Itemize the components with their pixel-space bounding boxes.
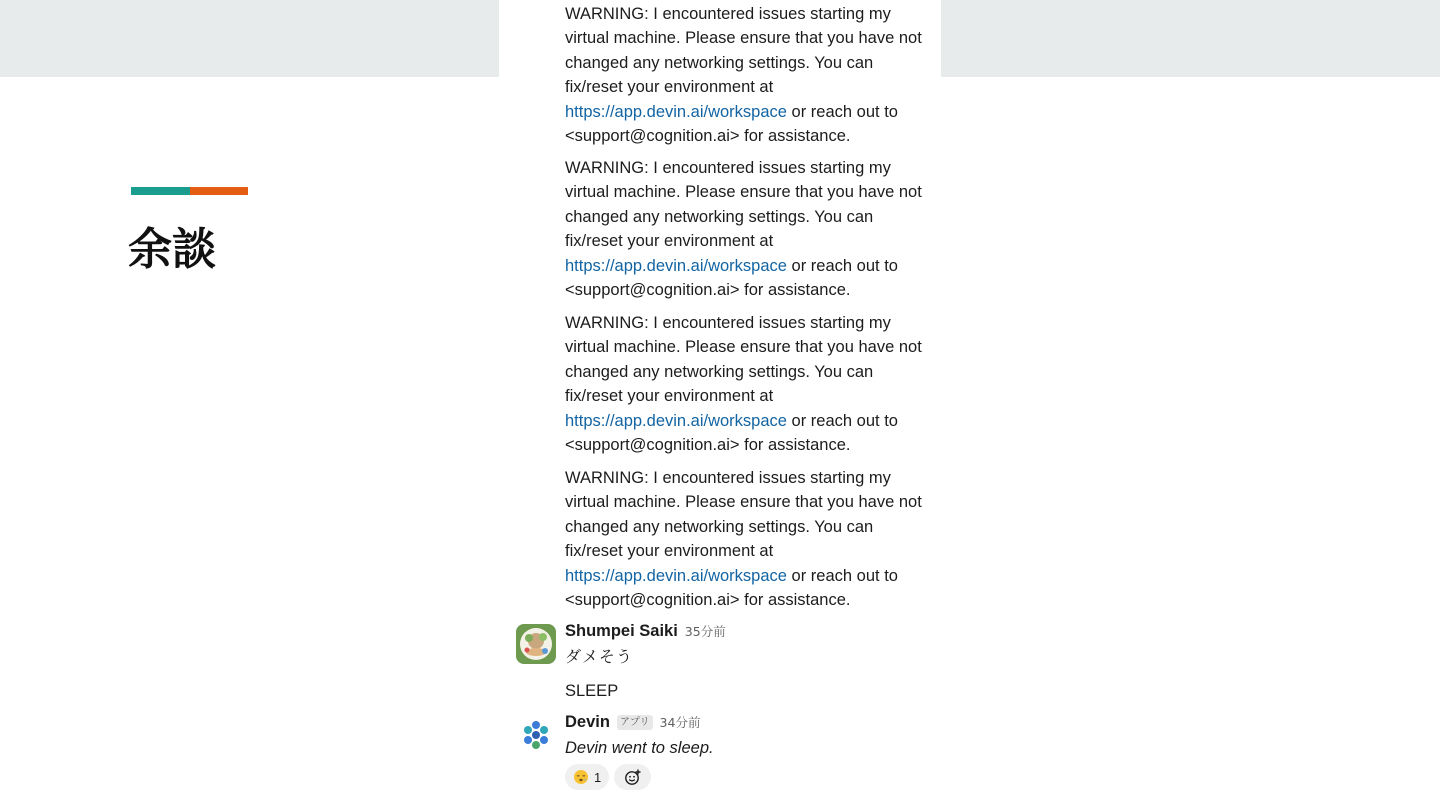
- slack-screenshot: [499, 0, 941, 810]
- warning-message: WARNING: I encountered issues starting my virtual machine. Please ensure that you have not changed any networking settings. You can fix/reset your environment at https://app.devin.ai/workspace or reach out to <support@cognition.ai> for assistance.: [565, 314, 922, 455]
- reaction-sleepy[interactable]: [565, 764, 609, 790]
- add-reaction-icon: [624, 768, 642, 786]
- add-reaction-button[interactable]: [614, 764, 651, 790]
- sleepy-face-icon: [573, 769, 589, 785]
- message-timestamp[interactable]: 34分前: [659, 715, 701, 730]
- message-timestamp[interactable]: 35分前: [684, 624, 726, 639]
- user-avatar[interactable]: [516, 624, 556, 664]
- sender-name[interactable]: Devin: [565, 713, 610, 731]
- user-avatar-image: [516, 624, 556, 664]
- message-text: Devin went to sleep.: [565, 739, 714, 757]
- workspace-link[interactable]: https://app.devin.ai/workspace: [565, 411, 787, 430]
- workspace-link[interactable]: https://app.devin.ai/workspace: [565, 102, 787, 121]
- warning-message: WARNING: I encountered issues starting my virtual machine. Please ensure that you have not changed any networking settings. You can fix/reset your environment at https://app.devin.ai/workspace or reach out to <support@cognition.ai> for assistance.: [565, 5, 922, 146]
- title-accent-bar: [131, 187, 248, 195]
- workspace-link[interactable]: https://app.devin.ai/workspace: [565, 256, 787, 275]
- devin-avatar[interactable]: [516, 715, 556, 755]
- warning-message: WARNING: I encountered issues starting my virtual machine. Please ensure that you have not changed any networking settings. You can fix/reset your environment at https://app.devin.ai/workspace or reach out to <support@cognition.ai> for assistance.: [565, 159, 922, 300]
- warning-message: WARNING: I encountered issues starting my virtual machine. Please ensure that you have not changed any networking settings. You can fix/reset your environment at https://app.devin.ai/workspace or reach out to <support@cognition.ai> for assistance.: [565, 469, 922, 610]
- sender-name[interactable]: Shumpei Saiki: [565, 622, 678, 640]
- devin-logo-icon: [516, 715, 556, 755]
- bot-message-header: [565, 713, 700, 732]
- message-text: SLEEP: [565, 682, 619, 700]
- slide-title: 余談: [128, 224, 216, 275]
- user-message-header: [565, 622, 726, 641]
- workspace-link[interactable]: https://app.devin.ai/workspace: [565, 566, 787, 585]
- accent-orange: [190, 187, 248, 195]
- message-text: ダメそう: [565, 647, 634, 666]
- app-badge: アプリ: [617, 715, 653, 730]
- reaction-bar: [565, 764, 651, 790]
- reaction-count: 1: [594, 769, 602, 785]
- accent-teal: [131, 187, 190, 195]
